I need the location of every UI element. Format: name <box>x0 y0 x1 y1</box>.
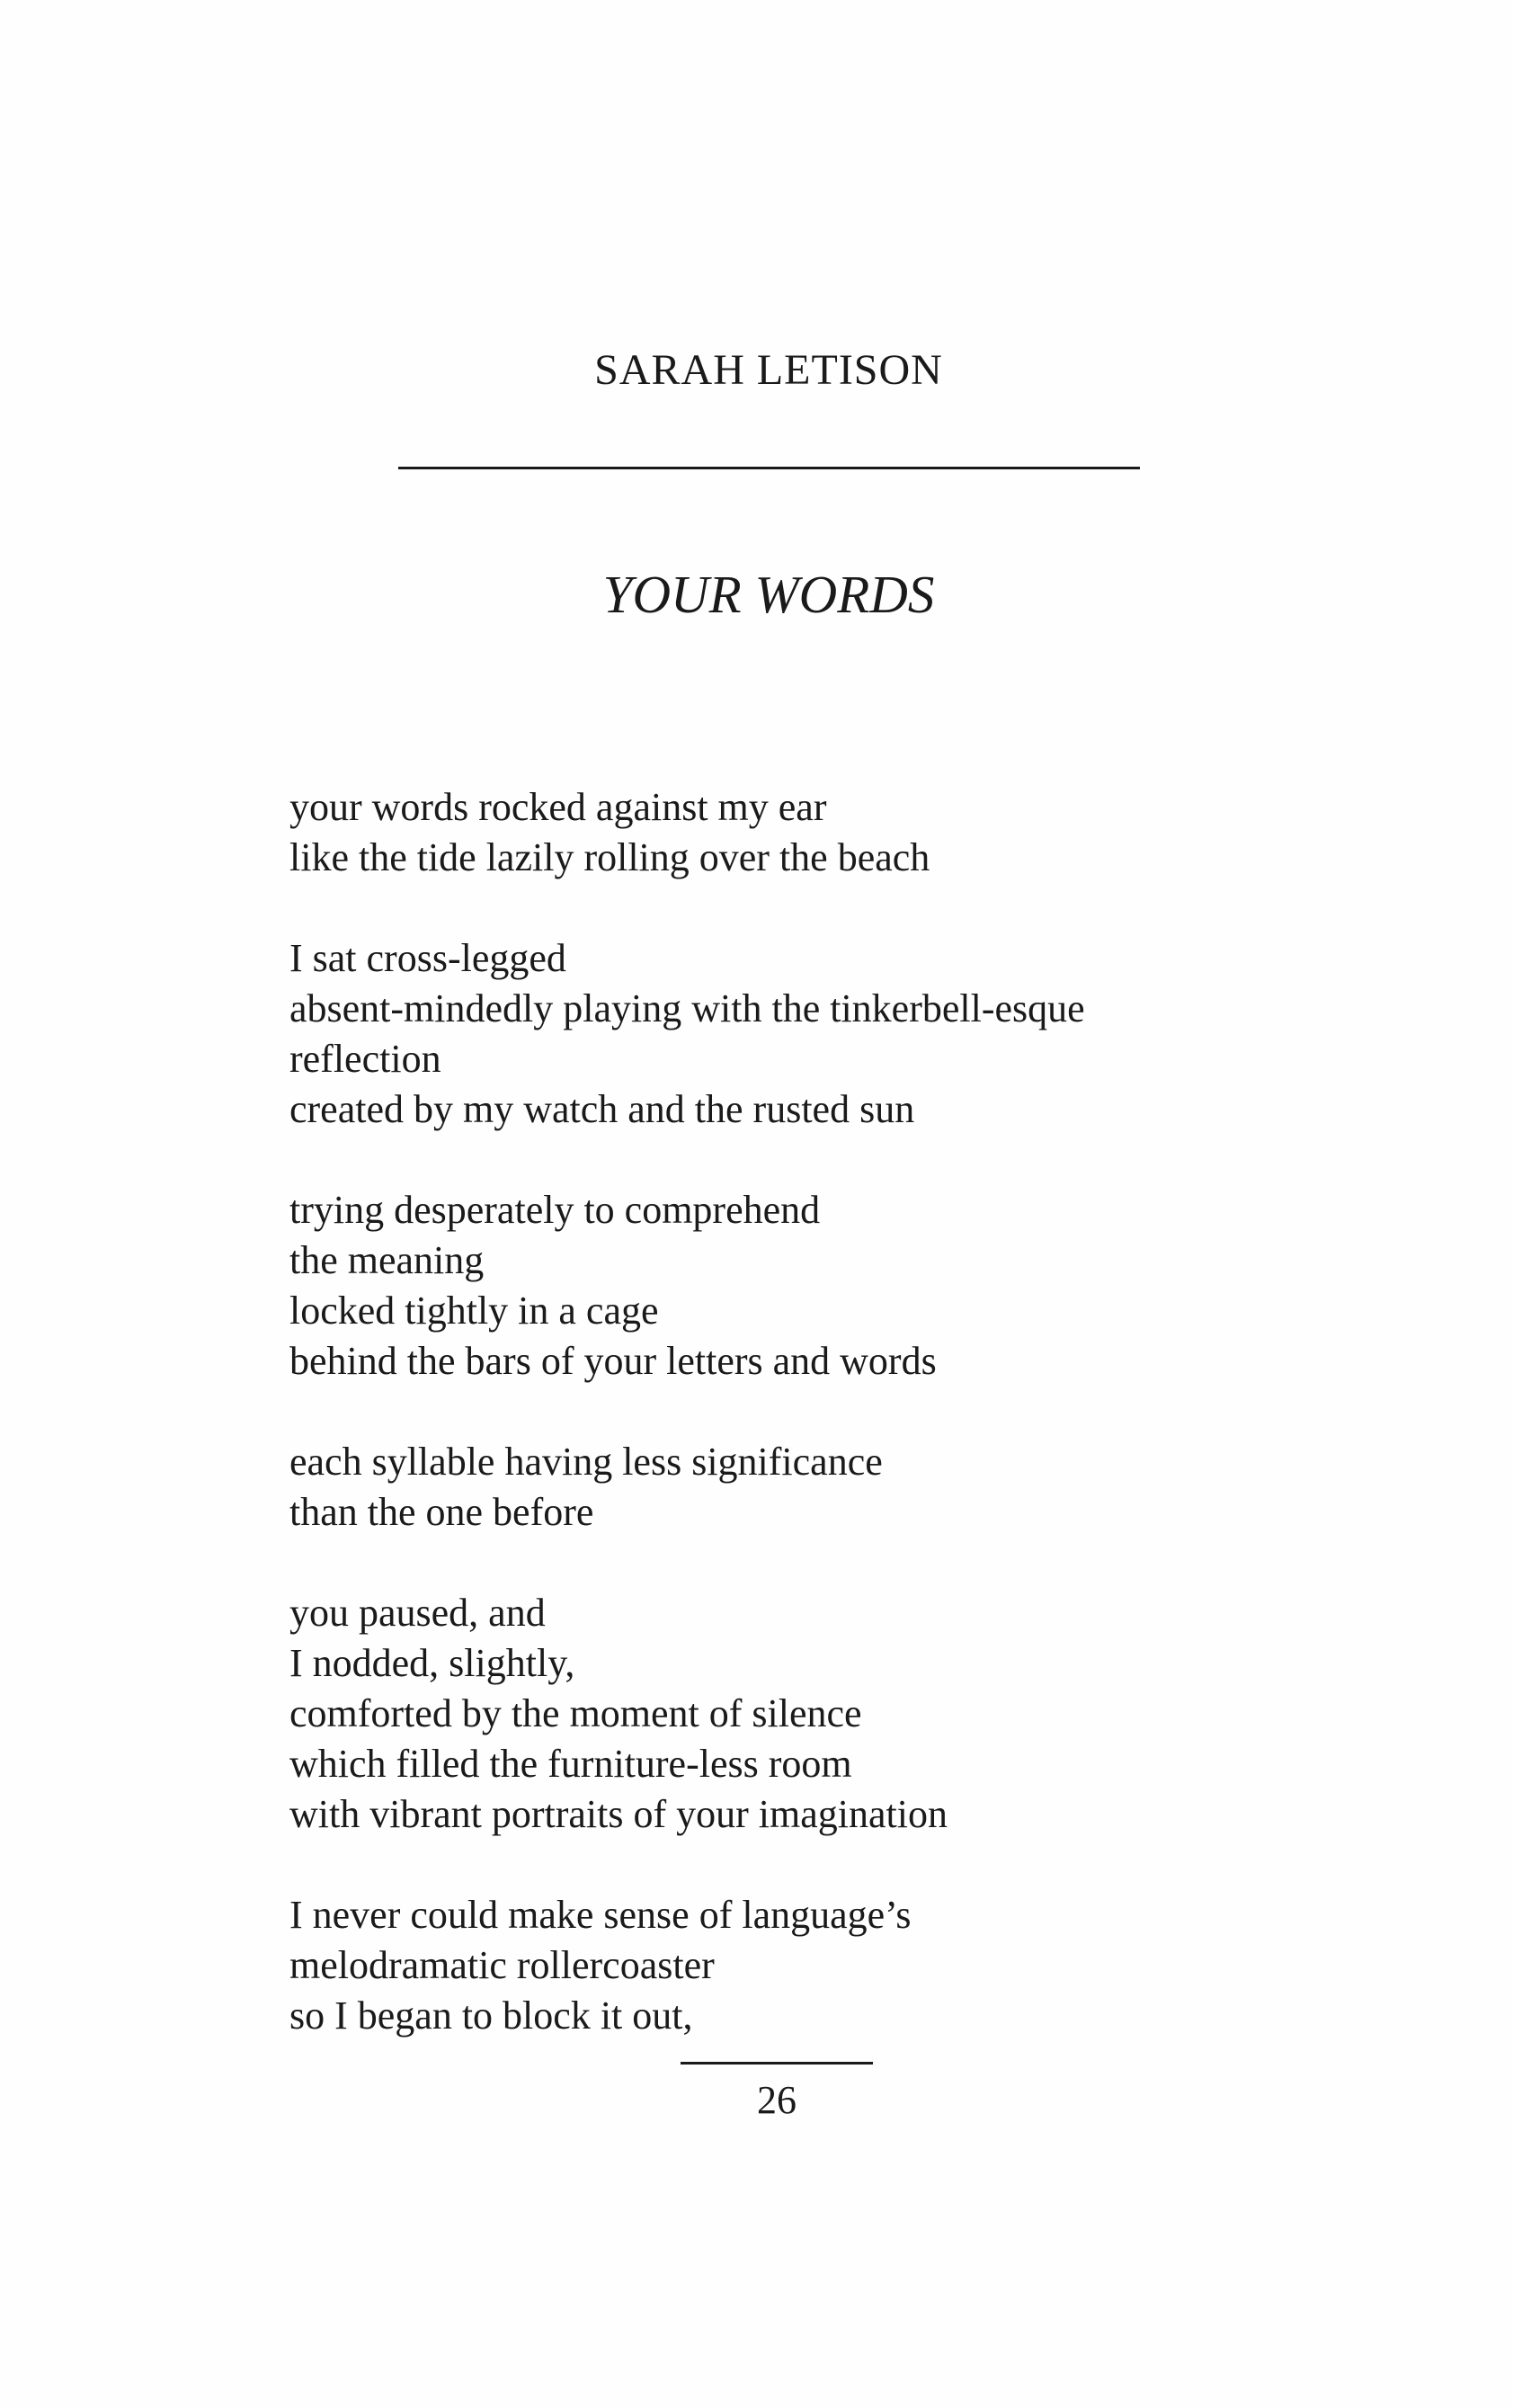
stanza <box>289 933 1368 1135</box>
stanza <box>289 782 1368 883</box>
poem-line: you paused, and <box>289 1591 546 1635</box>
stanza <box>289 1185 1368 1387</box>
poem-line: I never could make sense of language’s <box>289 1893 912 1937</box>
poem-line: each syllable having less significance <box>289 1440 883 1484</box>
poem-line: your words rocked against my ear <box>289 785 827 829</box>
poem-line: the meaning <box>289 1238 485 1282</box>
stanza <box>289 1588 1368 1840</box>
poem-line: absent-mindedly playing with the tinkerbell-esque <box>289 986 1085 1030</box>
page-number: 26 <box>757 2078 797 2122</box>
stanza <box>289 1437 1368 1538</box>
poem-line: like the tide lazily rolling over the beach <box>289 835 930 879</box>
poem-line: which filled the furniture-less room <box>289 1742 852 1786</box>
poem-line: I sat cross-legged <box>289 936 566 980</box>
poem-line: behind the bars of your letters and words <box>289 1339 937 1383</box>
poem-line: so I began to block it out, <box>289 1993 693 2038</box>
poem-line: reflection <box>289 1037 441 1081</box>
poem-line: with vibrant portraits of your imagination <box>289 1792 948 1836</box>
poem-line: locked tightly in a cage <box>289 1289 659 1333</box>
poem-line: than the one before <box>289 1490 594 1534</box>
poem-line: I nodded, slightly, <box>289 1641 575 1685</box>
author-name: SARAH LETISON <box>594 346 943 394</box>
title-divider <box>398 467 1140 469</box>
poem-body <box>289 782 1368 2091</box>
poem-title: YOUR WORDS <box>602 565 935 624</box>
poem-line: melodramatic rollercoaster <box>289 1943 715 1987</box>
footer-divider <box>681 2062 873 2065</box>
poem-line: trying desperately to comprehend <box>289 1188 821 1232</box>
poem-line: comforted by the moment of silence <box>289 1691 862 1735</box>
poem-line: created by my watch and the rusted sun <box>289 1087 915 1131</box>
stanza <box>289 1890 1368 2041</box>
